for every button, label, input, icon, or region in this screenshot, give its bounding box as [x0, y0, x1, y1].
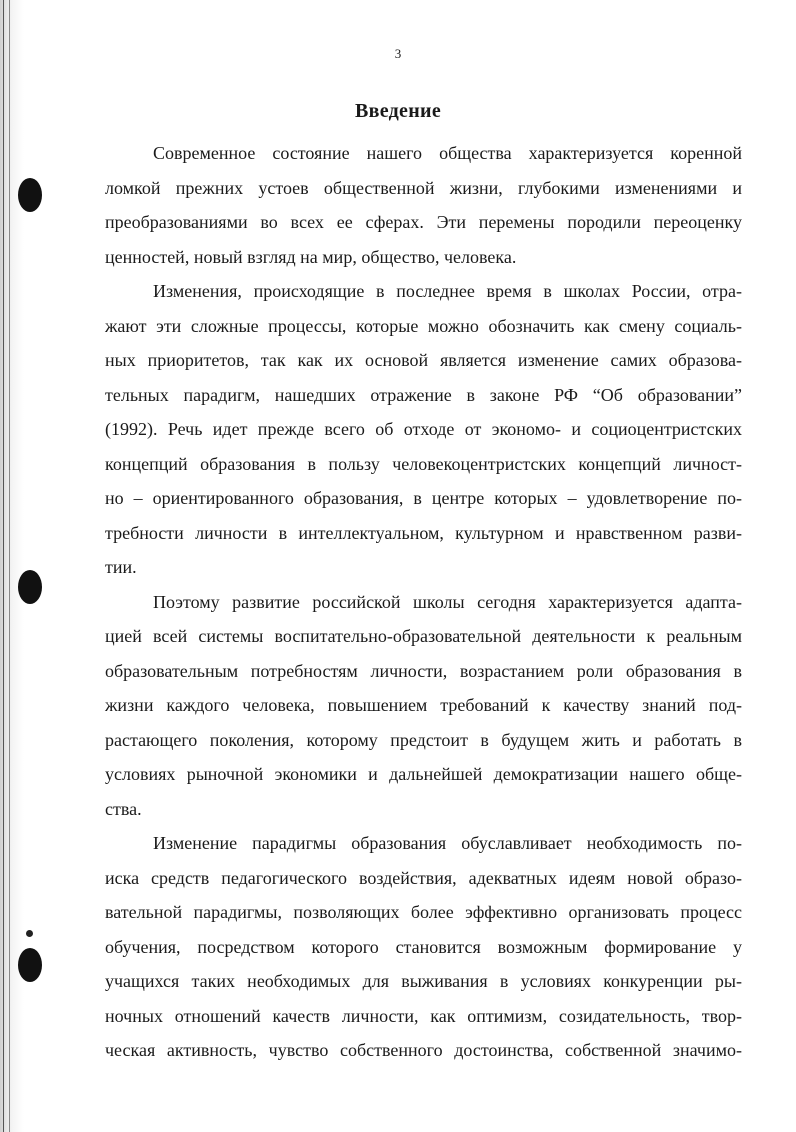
text-line: преобразованиями во всех ее сферах. Эти перемены породили переоценку: [105, 212, 742, 232]
paragraph: [105, 585, 742, 827]
text-line: Изменения, происходящие в последнее время в школах России, отра-: [153, 281, 742, 301]
paragraph: [105, 136, 742, 274]
text-line: концепций образования в пользу человекоцентристских концепций личност-: [105, 453, 742, 474]
text-line: (1992). Речь идет прежде всего об отходе от экономо- и социоцентристских: [105, 419, 742, 439]
text-line: ства.: [105, 798, 142, 819]
body-text: [105, 136, 742, 1068]
text-line: тельных парадигм, нашедших отражение в законе РФ “Об образовании”: [105, 384, 742, 405]
paragraph: [105, 826, 742, 1068]
text-line: вательной парадигмы, позволяющих более эффективно организовать процесс: [105, 902, 742, 922]
text-line: требности личности в интеллектуальном, культурном и нравственном разви-: [105, 522, 742, 543]
text-line: тии.: [105, 557, 137, 577]
text-line: учащихся таких необходимых для выживания в условиях конкуренции ры-: [105, 971, 742, 991]
text-line: Изменение парадигмы образования обуславливает необходимость по-: [153, 833, 742, 853]
paragraph: [105, 274, 742, 585]
text-line: обучения, посредством которого становится возможным формирование у: [105, 936, 742, 957]
scan-edge-line: [9, 0, 10, 1132]
page-title: Введение: [354, 100, 442, 122]
binder-hole-mark: [18, 570, 42, 604]
text-line: ческая активность, чувство собственного достоинства, собственной значимо-: [105, 1040, 742, 1060]
binder-hole-mark: [18, 178, 42, 212]
text-line: условиях рыночной экономики и дальнейшей демократизации нашего обще-: [105, 764, 742, 784]
binder-hole-mark: [18, 948, 42, 982]
scan-edge-line: [3, 0, 4, 1132]
page-number: 3: [394, 46, 402, 61]
text-line: жизни каждого человека, повышением требований к качеству знаний под-: [105, 695, 742, 715]
text-line: цией всей системы воспитательно-образовательной деятельности к реальным: [105, 626, 742, 646]
text-line: Современное состояние нашего общества характеризуется коренной: [153, 143, 742, 163]
text-line: ломкой прежних устоев общественной жизни, глубокими изменениями и: [105, 177, 742, 198]
text-line: Поэтому развитие российской школы сегодня характеризуется адапта-: [153, 591, 742, 612]
text-line: ных приоритетов, так как их основой является изменение самих образова-: [105, 350, 742, 370]
text-line: ценностей, новый взгляд на мир, общество, человека.: [105, 246, 517, 267]
scan-speck: [26, 930, 33, 937]
text-line: образовательным потребностям личности, возрастанием роли образования в: [105, 660, 742, 681]
text-line: но – ориентированного образования, в центре которых – удовлетворение по-: [105, 488, 742, 508]
text-line: ночных отношений качеств личности, как оптимизм, созидательность, твор-: [105, 1005, 742, 1026]
text-line: иска средств педагогического воздействия, адекватных идеям новой образо-: [105, 867, 742, 888]
text-line: растающего поколения, которому предстоит в будущем жить и работать в: [105, 729, 742, 750]
text-line: жают эти сложные процессы, которые можно обозначить как смену социаль-: [105, 315, 742, 336]
